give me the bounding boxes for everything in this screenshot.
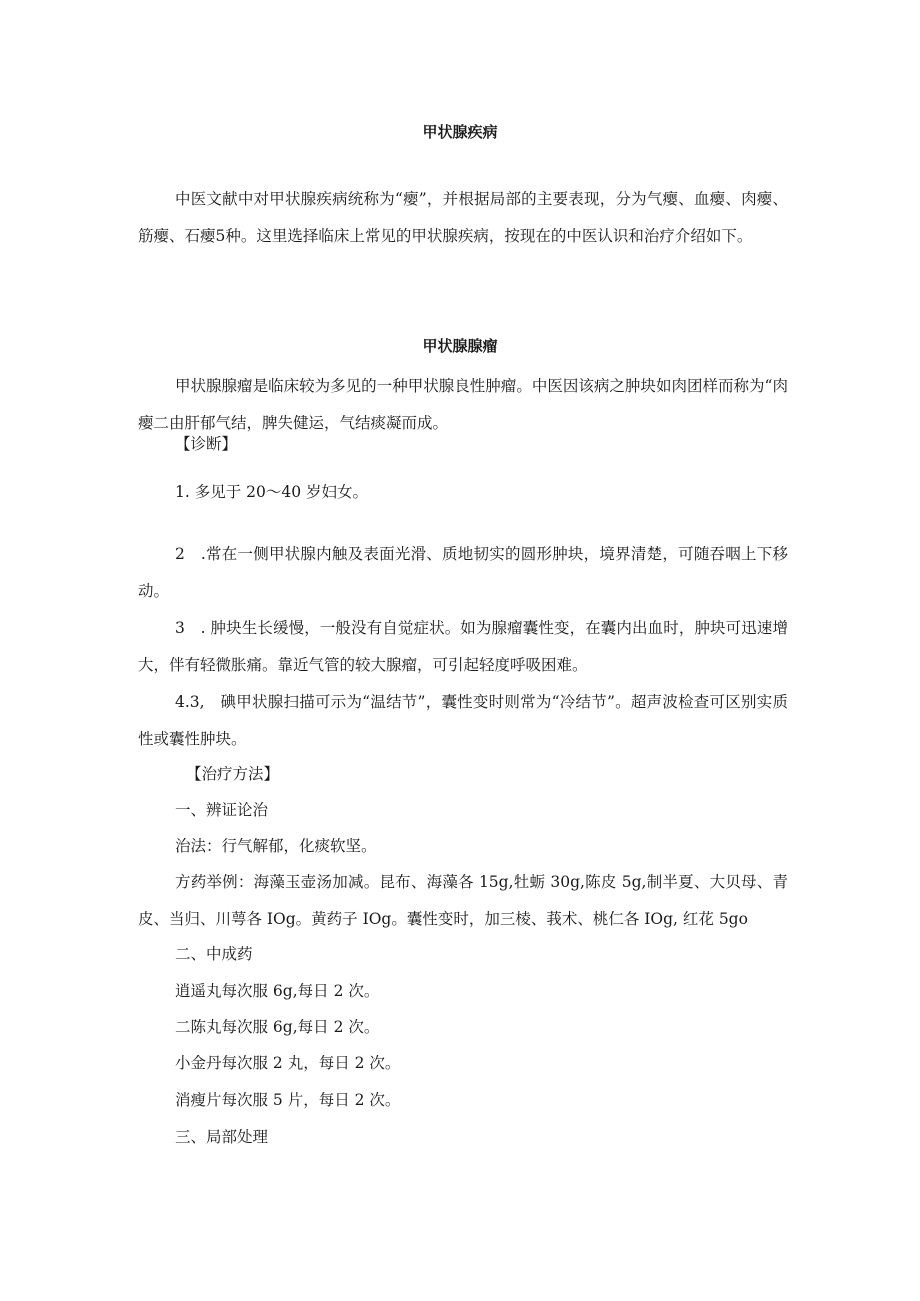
section-heading: 甲状腺腺瘤	[422, 337, 498, 355]
part3-heading: 三、局部处理	[175, 1128, 269, 1146]
diagnosis-item: 2 .常在一侧甲状腺内触及表面光滑、质地韧实的圆形肿块，境界清楚，可随吞咽上下移动。	[138, 545, 788, 600]
diagnosis-item: 1. 多见于 20～40 岁妇女。	[175, 483, 369, 501]
prescription-paragraph: 方药举例：海藻玉壶汤加减。昆布、海藻各 15g,牡蛎 30g,陈皮 5g,制半夏、大贝母、青皮、当归、川萼各 IOg。黄药子 IOg。囊性变时，加三棱、莪术、桃仁各 IOg, 红花 5go	[138, 873, 788, 928]
diagnosis-item: 4.3, 碘甲状腺扫描可示为“温结节”，囊性变时则常为“冷结节”。超声波检查可区别实质性或囊性肿块。	[138, 693, 788, 748]
treatment-method: 治法：行气解郁，化痰软坚。	[175, 837, 377, 855]
medicine-item: 逍遥丸每次服 6g,每日 2 次。	[175, 982, 380, 1000]
section-description: 甲状腺腺瘤是临床较为多见的一种甲状腺良性肿瘤。中医因该病之肿块如肉团样而称为“肉瘿二由肝郁气结，脾失健运，气结痰凝而成。	[138, 377, 788, 432]
part1-heading: 一、辨证论治	[175, 801, 269, 819]
treatment-heading: 【治疗方法】	[186, 765, 280, 783]
document-title: 甲状腺疾病	[422, 123, 498, 141]
medicine-item: 二陈丸每次服 6g,每日 2 次。	[175, 1018, 380, 1036]
medicine-item: 小金丹每次服 2 丸，每日 2 次。	[175, 1054, 401, 1072]
intro-paragraph: 中医文献中对甲状腺疾病统称为“瘿”，并根据局部的主要表现，分为气瘿、血瘿、肉瘿、筋瘿、石瘿5种。这里选择临床上常见的甲状腺疾病，按现在的中医认识和治疗介绍如下。	[138, 190, 788, 245]
diagnosis-item: 3 . 肿块生长缓慢，一般没有自觉症状。如为腺瘤囊性变，在囊内出血时，肿块可迅速增大，伴有轻微胀痛。靠近气管的较大腺瘤，可引起轻度呼吸困难。	[138, 619, 788, 674]
diagnosis-heading: 【诊断】	[175, 435, 238, 453]
medicine-item: 消瘦片每次服 5 片，每日 2 次。	[175, 1091, 401, 1109]
part2-heading: 二、中成药	[175, 945, 253, 963]
